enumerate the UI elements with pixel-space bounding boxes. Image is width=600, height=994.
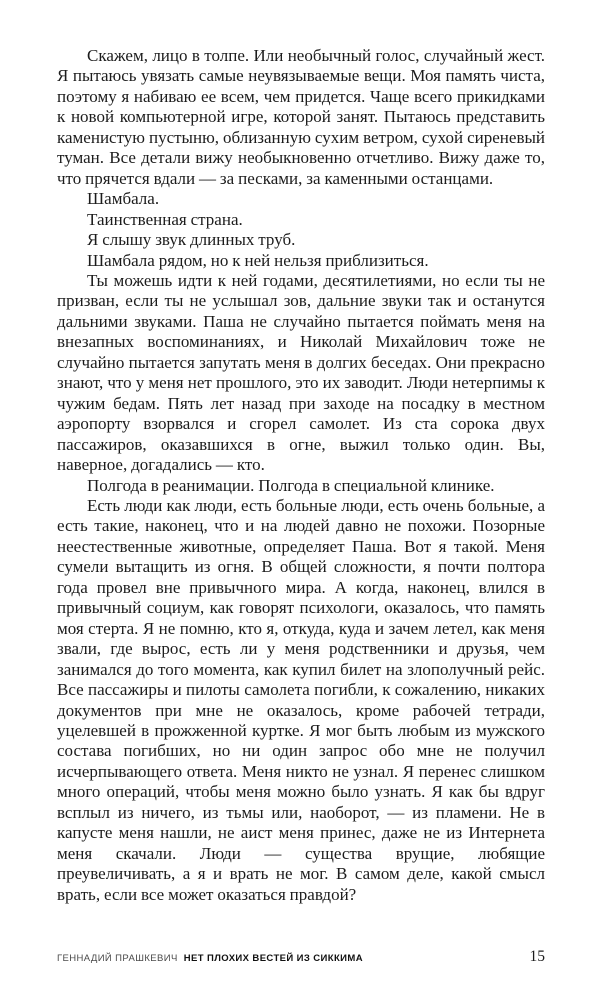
footer-book-title: НЕТ ПЛОХИХ ВЕСТЕЙ ИЗ СИККИМА [183, 953, 363, 964]
paragraph: Таинственная страна. [87, 209, 243, 229]
paragraph: Полгода в реанимации. Полгода в специальной клинике. [87, 475, 495, 495]
page-number: 15 [529, 948, 545, 965]
paragraph: Скажем, лицо в толпе. Или необычный голос, случайный жест. Я пытаюсь увязать самые неувязываемые вещи. Моя память чиста, поэтому я набиваю ее всем, чем придется. Чаще всего прикидками к новой компьютерной игре, которой занят. Пытаюсь представить каменистую пустыню, облизанную сухим ветром, сухой сиреневый туман. Все детали вижу необыкновенно отчетливо. Вижу даже то, что прячется вдали — за песками, за каменными останцами. [57, 46, 545, 188]
paragraph: Шамбала. [87, 189, 160, 209]
paragraph: Я слышу звук длинных труб. [87, 230, 296, 250]
paragraph: Есть люди как люди, есть больные люди, есть очень больные, а есть такие, наконец, что и на людей давно не похожи. Позорные неестественные животные, определяет Паша. Вот я такой. Меня сумели вытащить из огня. В общей сложности, я почти полтора года провел вне привычного мира. А когда, наконец, влился в привычный социум, как говорят психологи, оказалось, что память моя стерта. Я не помню, кто я, откуда, куда и зачем летел, как меня звали, где вырос, есть ли у меня родственники и друзья, чем занимался до того момента, как купил билет на злополучный рейс. Все пассажиры и пилоты самолета погибли, к сожалению, никаких документов при мне не оказалось, кроме рабочей тетради, уцелевшей в прожженной куртке. Я мог быть любым из мужского состава погибших, но ни один запрос обо мне не получил исчерпывающего ответа. Меня никто не узнал. Я перенес слишком много операций, чтобы меня можно было узнать. Я как бы вдруг всплыл из ничего, из тьмы или, наоборот, — из пламени. Не в капусте меня нашли, не аист меня принес, даже не из Интернета меня скачали. Люди — существа врущие, любящие преувеличивать, а я и врать не мог. В самом деле, какой смысл врать, если все может оказаться правдой? [57, 495, 545, 904]
paragraph: Шамбала рядом, но к ней нельзя приблизиться. [87, 250, 429, 270]
paragraph: Ты можешь идти к ней годами, десятилетиями, но если ты не призван, если ты не услышал зов, дальние звуки так и останутся дальними звуками. Паша не случайно пытается поймать меня на внезапных воспоминаниях, и Николай Михайлович тоже не случайно пытается запутать меня в долгих беседах. Они прекрасно знают, что у меня нет прошлого, это их заводит. Люди нетерпимы к чужим бедам. Пять лет назад при заходе на посадку в местном аэропорту взорвался и сгорел самолет. Из ста сорока двух пассажиров, оказавшихся в огне, выжил только один. Вы, наверное, догадались — кто. [57, 270, 545, 475]
footer-author: ГЕННАДИЙ ПРАШКЕВИЧ [57, 953, 178, 964]
page-footer [57, 948, 545, 966]
running-title [57, 953, 363, 964]
page-text [57, 46, 545, 905]
